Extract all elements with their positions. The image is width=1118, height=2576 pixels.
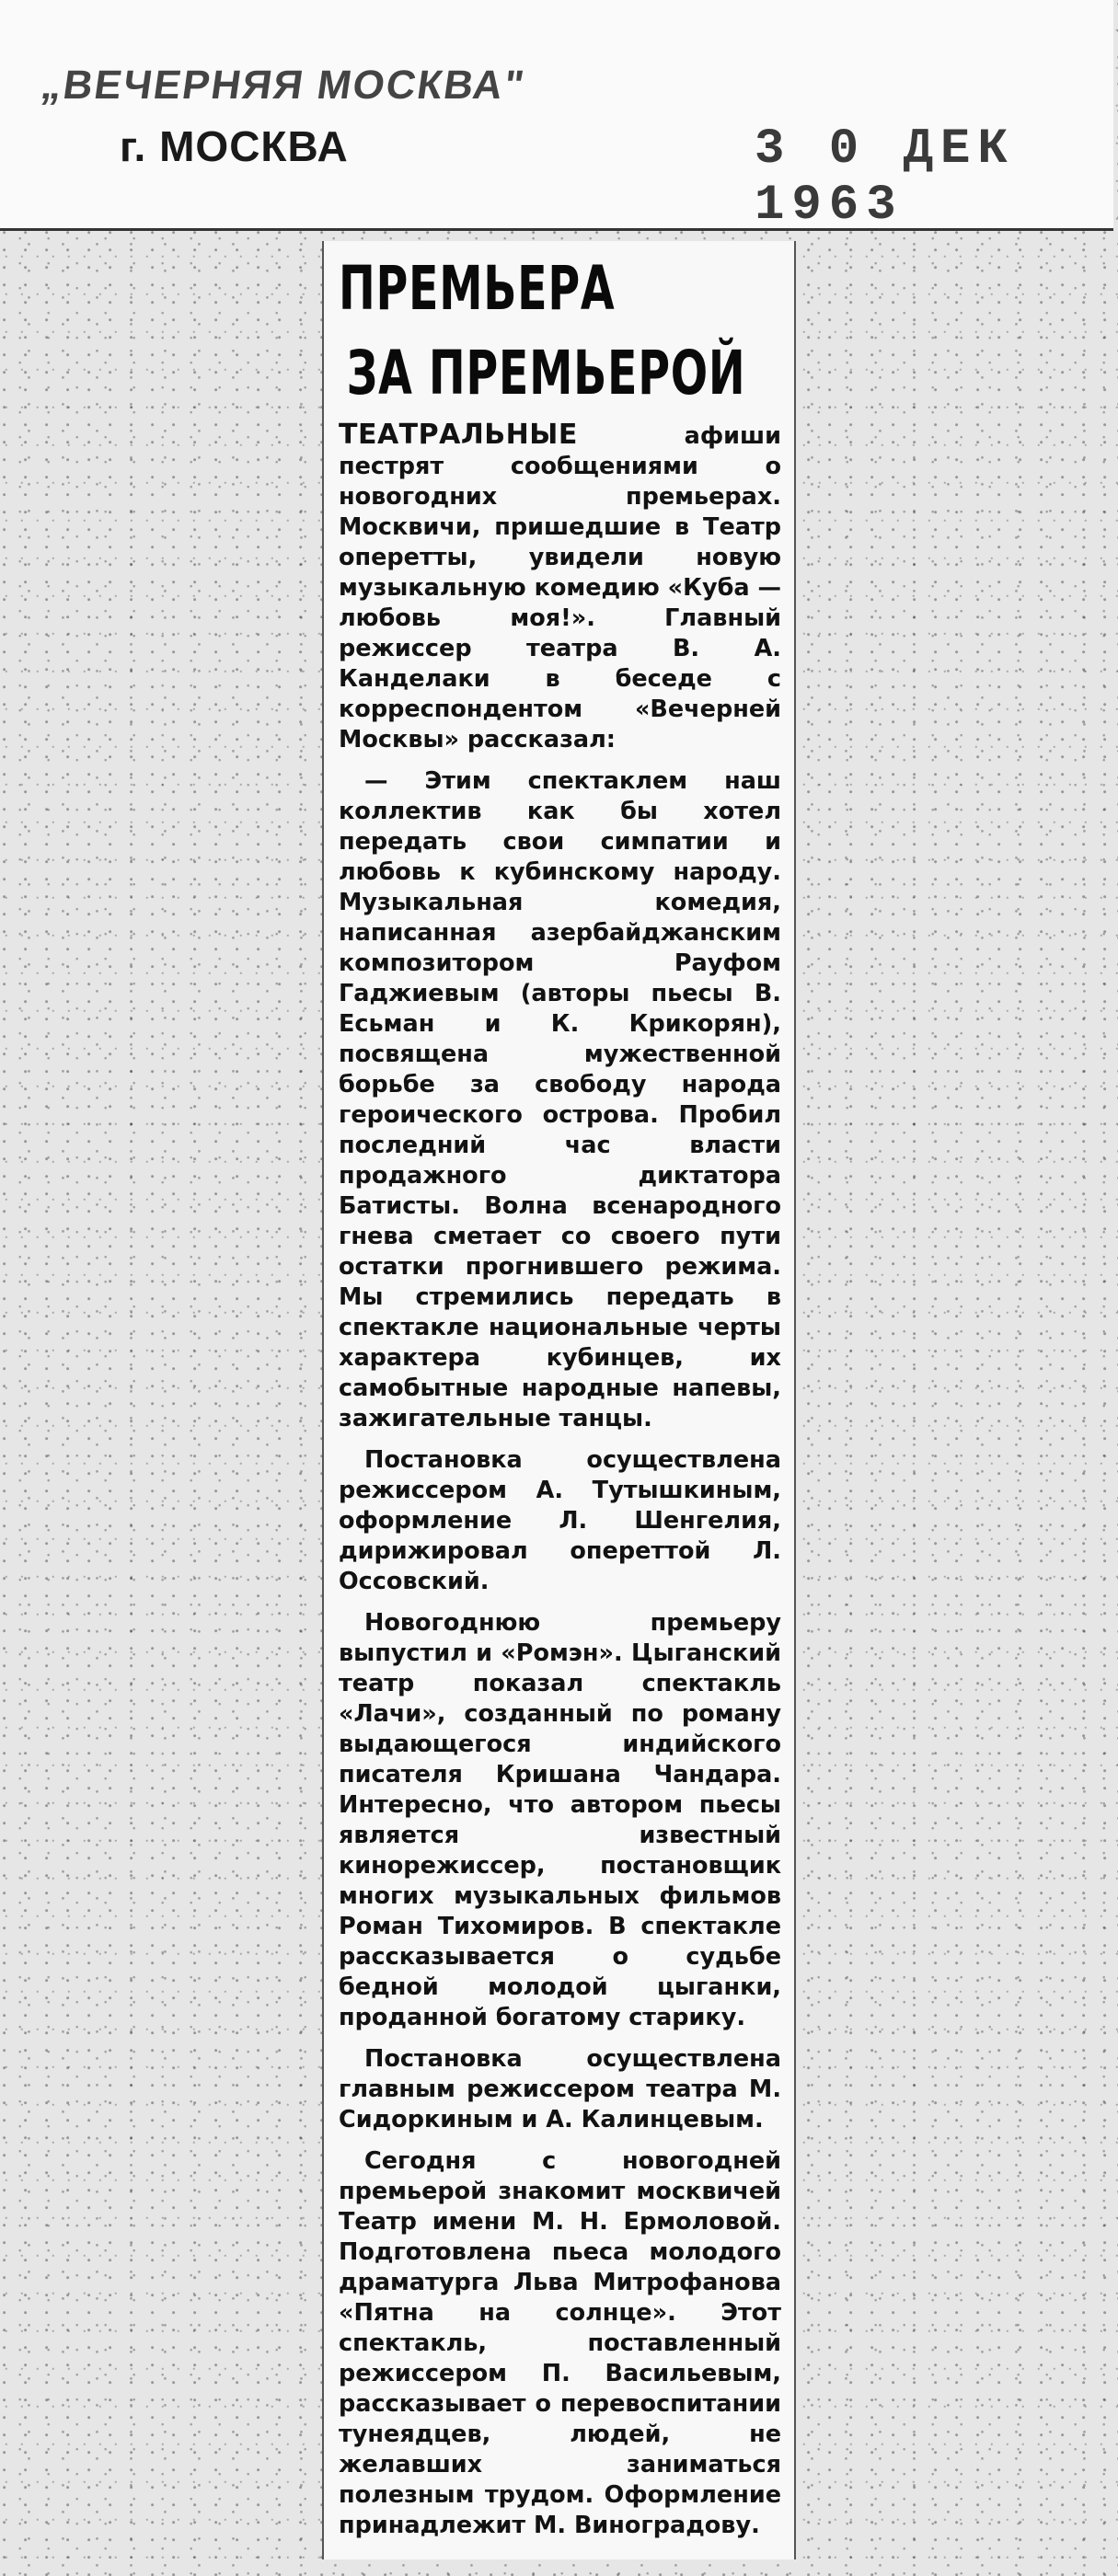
paragraph-4: Новогоднюю премьеру выпустил и «Ромэн». Цыганский театр показал спектакль «Лачи», созданный по роману выдающегося индийского писателя Кришана Чандара. Интересно, что автором пьесы является известный кинорежиссер, постановщик многих музыкальных фильмов Роман Тихомиров. В спектакле рассказывается о судьбе бедной молодой цыганки, проданной богатому старику. <box>339 1609 781 2031</box>
paragraph-1 <box>339 420 781 755</box>
headline-line-2: ЗА ПРЕМЬЕРОЙ <box>346 338 746 408</box>
paragraph-2: — Этим спектаклем наш коллектив как бы хотел передать свои симпатии и любовь к кубинскому народу. Музыкальная комедия, написанная азербайджанским композитором Рауфом Гаджиевым (авторы пьесы В. Есьман и К. Крикорян), посвящена мужественной борьбе за свободу народа героического острова. Пробил последний час власти продажного диктатора Батисты. Волна всенародного гнева сметает со своего пути остатки прогнившего режима. Мы стремились передать в спектакле национальные черты характера кубинцев, их самобытные народные напевы, зажигательные танцы. <box>339 767 781 1432</box>
paragraph-1-text: афиши пестрят сообщениями о новогодних премьерах. Москвичи, пришедшие в Театр оперетты, увидели новую музыкальную комедию «Куба — любовь моя!». Главный режиссер театра В. А. Канделаки в беседе с корреспондентом «Вечерней Москвы» рассказал: <box>339 422 781 753</box>
clipping-header <box>0 0 1113 234</box>
article-body <box>339 420 781 2541</box>
paragraph-3: Постановка осуществлена режиссером А. Тутышкиным, оформление Л. Шенгелия, дирижировал опереттой Л. Оссовский. <box>339 1446 781 1595</box>
newspaper-name: „ВЕЧЕРНЯЯ МОСКВА" <box>38 63 529 108</box>
article-clipping <box>322 241 796 2559</box>
paragraph-5: Постановка осуществлена главным режиссером театра М. Сидоркиным и А. Калинцевым. <box>339 2045 781 2133</box>
lead-word: ТЕАТРАЛЬНЫЕ <box>339 419 578 451</box>
date-stamp: 3 0 ДЕК 1963 <box>755 121 1015 234</box>
article-headline <box>339 247 746 416</box>
newspaper-city: г. МОСКВА <box>120 122 349 170</box>
headline-line-1: ПРЕМЬЕРА <box>339 253 616 324</box>
paragraph-6: Сегодня с новогодней премьерой знакомит москвичей Театр имени М. Н. Ермоловой. Подготовлена пьеса молодого драматурга Льва Митрофанова «Пятна на солнце». Этот спектакль, поставленный режиссером П. Васильевым, рассказывает о перевоспитании тунеядцев, людей, не желавших заниматься полезным трудом. Оформление принадлежит М. Виноградову. <box>339 2147 781 2539</box>
